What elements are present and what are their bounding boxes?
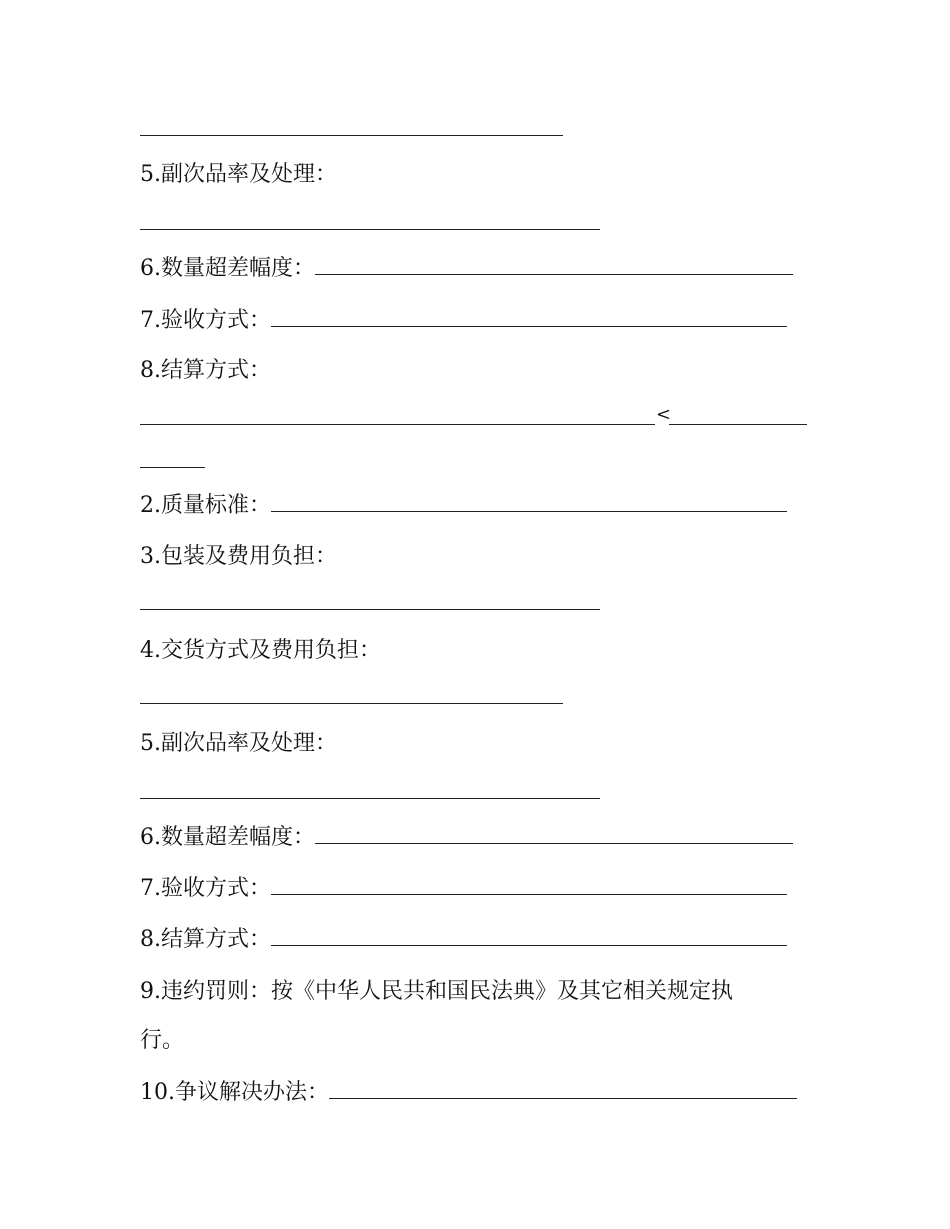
item-sub-rate-1 (140, 161, 337, 189)
item-penalty-line-1 (140, 978, 733, 1006)
item-sub-rate-2 (140, 730, 337, 758)
item-dispute (140, 1079, 797, 1107)
item-settle-1-label: 8.结算方式： (140, 358, 271, 383)
blank-line-delivery (140, 703, 563, 704)
blank-line-sub-rate-1 (140, 229, 600, 230)
item-sub-rate-2-label: 5.副次品率及处理： (140, 731, 337, 756)
item-packing-label: 3.包装及费用负担： (140, 544, 337, 569)
item-dispute-label: 10.争议解决办法： (140, 1080, 329, 1105)
blank-accept-2 (271, 876, 787, 895)
blank-dispute (329, 1080, 797, 1099)
blank-line-packing (140, 609, 600, 610)
blank-qty-2 (315, 825, 793, 844)
item-delivery (140, 637, 381, 665)
item-settle-2-label: 8.结算方式： (140, 927, 271, 952)
item-delivery-label: 4.交货方式及费用负担： (140, 638, 381, 663)
item-settle-2 (140, 926, 787, 954)
item-qty-1 (140, 255, 793, 283)
item-qty-2 (140, 824, 793, 852)
less-than-mark: < (656, 404, 672, 425)
item-accept-1 (140, 307, 787, 335)
item-quality-label: 2.质量标准： (140, 493, 271, 518)
item-penalty-line-2 (140, 1027, 184, 1055)
item-packing (140, 543, 337, 571)
blank-quality (271, 493, 787, 512)
blank-accept-1 (271, 308, 787, 327)
item-penalty-text-1: 9.违约罚则：按《中华人民共和国民法典》及其它相关规定执 (140, 979, 733, 1004)
blank-qty-1 (315, 256, 793, 275)
item-quality (140, 492, 787, 520)
item-qty-2-label: 6.数量超差幅度： (140, 825, 315, 850)
item-qty-1-label: 6.数量超差幅度： (140, 256, 315, 281)
blank-line-settle-1c (140, 467, 205, 468)
item-settle-1 (140, 357, 271, 385)
blank-line-top (140, 135, 563, 136)
item-accept-2-label: 7.验收方式： (140, 876, 271, 901)
blank-line-settle-1b (669, 424, 807, 425)
blank-settle-2 (271, 927, 787, 946)
item-penalty-text-2: 行。 (140, 1028, 185, 1053)
item-sub-rate-1-label: 5.副次品率及处理： (140, 162, 337, 187)
blank-line-settle-1a (140, 424, 655, 425)
item-accept-2 (140, 875, 787, 903)
item-accept-1-label: 7.验收方式： (140, 308, 271, 333)
blank-line-sub-rate-2 (140, 798, 600, 799)
